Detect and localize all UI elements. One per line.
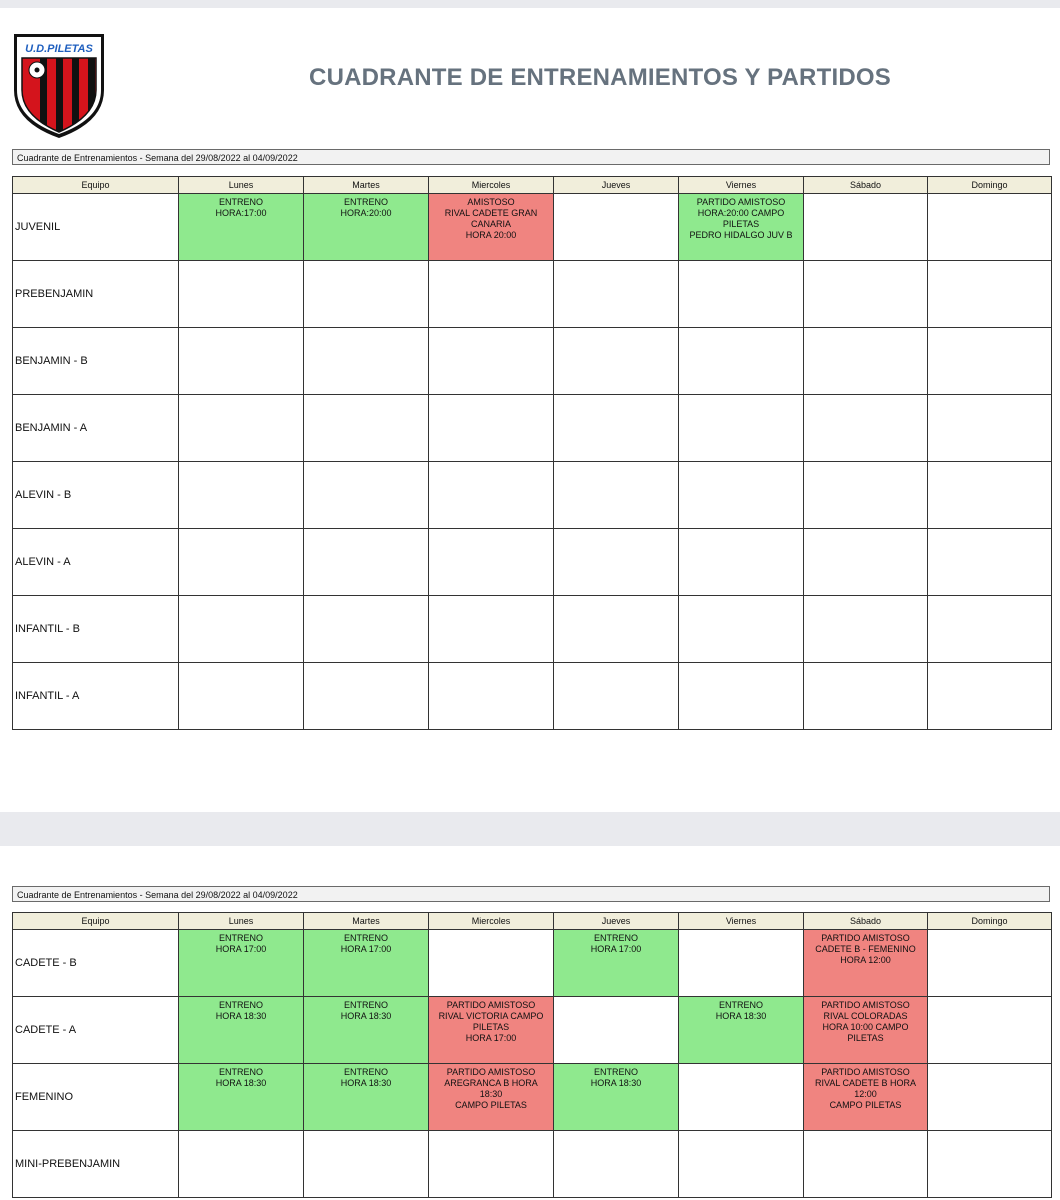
schedule-cell: [179, 328, 304, 395]
schedule-cell: [304, 596, 429, 663]
team-name: INFANTIL - B: [13, 596, 179, 663]
team-name: MINI-PREBENJAMIN: [13, 1131, 179, 1198]
schedule-cell: [554, 663, 679, 730]
schedule-cell: [554, 1064, 679, 1131]
schedule-table: [12, 912, 1052, 1198]
schedule-cell-text: PARTIDO AMISTOSO RIVAL VICTORIA CAMPO PILETAS HORA 17:00: [438, 1000, 544, 1043]
schedule-cell-text: PARTIDO AMISTOSO AREGRANCA B HORA 18:30 CAMPO PILETAS: [444, 1067, 538, 1110]
schedule-cell: [554, 328, 679, 395]
schedule-cell: [304, 328, 429, 395]
column-header: Martes: [304, 913, 429, 930]
schedule-cell: [179, 997, 304, 1064]
schedule-cell: [679, 1131, 804, 1198]
schedule-cell: [804, 261, 928, 328]
schedule-cell: [679, 529, 804, 596]
table-row: [13, 1064, 1052, 1131]
schedule-cell: [679, 596, 804, 663]
schedule-cell: [679, 462, 804, 529]
table-row: [13, 395, 1052, 462]
schedule-cell: [804, 529, 928, 596]
schedule-cell: [429, 328, 554, 395]
schedule-cell-text: PARTIDO AMISTOSO CADETE B - FEMENINO HORA 12:00: [815, 933, 916, 965]
team-name: INFANTIL - A: [13, 663, 179, 730]
schedule-cell: [179, 462, 304, 529]
schedule-cell: [429, 1131, 554, 1198]
table-row: [13, 596, 1052, 663]
table-row: [13, 529, 1052, 596]
schedule-cell-text: PARTIDO AMISTOSO RIVAL CADETE B HORA 12:00 CAMPO PILETAS: [814, 1067, 917, 1110]
page-title: CUADRANTE DE ENTRENAMIENTOS Y PARTIDOS: [309, 64, 891, 91]
schedule-cell: [554, 462, 679, 529]
schedule-cell-text: ENTRENO HORA 18:30: [340, 1067, 392, 1088]
schedule-cell-text: ENTRENO HORA 18:30: [340, 1000, 392, 1021]
schedule-cell: [679, 930, 804, 997]
schedule-cell: [429, 395, 554, 462]
schedule-cell: [804, 328, 928, 395]
column-header: Miercoles: [429, 913, 554, 930]
schedule-cell: [304, 663, 429, 730]
schedule-cell: [179, 529, 304, 596]
schedule-cell: [179, 1131, 304, 1198]
schedule-cell: [304, 1131, 429, 1198]
schedule-cell: [179, 663, 304, 730]
schedule-cell-text: ENTRENO HORA 17:00: [340, 933, 392, 954]
document-page-1: [0, 8, 1060, 812]
schedule-cell: [429, 194, 554, 261]
team-name: ALEVIN - A: [13, 529, 179, 596]
schedule-cell: [804, 596, 928, 663]
schedule-cell: [304, 1064, 429, 1131]
team-name: CADETE - B: [13, 930, 179, 997]
schedule-cell: [304, 930, 429, 997]
schedule-cell: [554, 930, 679, 997]
table-row: [13, 1131, 1052, 1198]
schedule-cell: [679, 997, 804, 1064]
table-row: [13, 261, 1052, 328]
schedule-cell: [804, 194, 928, 261]
week-range-label: Cuadrante de Entrenamientos - Semana del 29/08/2022 al 04/09/2022: [12, 149, 1050, 165]
team-name: BENJAMIN - A: [13, 395, 179, 462]
schedule-cell: [429, 596, 554, 663]
club-crest-logo: [12, 28, 106, 138]
schedule-cell: [928, 462, 1052, 529]
schedule-cell: [554, 1131, 679, 1198]
schedule-cell: [928, 395, 1052, 462]
schedule-cell: [304, 261, 429, 328]
schedule-cell-text: ENTRENO HORA:17:00: [215, 197, 267, 218]
schedule-cell: [928, 596, 1052, 663]
schedule-cell: [554, 997, 679, 1064]
schedule-cell: [179, 596, 304, 663]
schedule-cell: [928, 930, 1052, 997]
schedule-cell: [304, 529, 429, 596]
schedule-cell: [928, 663, 1052, 730]
column-header: Domingo: [928, 177, 1052, 194]
schedule-cell: [429, 930, 554, 997]
schedule-cell: [554, 529, 679, 596]
schedule-cell: [554, 261, 679, 328]
team-name: JUVENIL: [13, 194, 179, 261]
schedule-cell: [679, 663, 804, 730]
table-row: [13, 997, 1052, 1064]
schedule-cell: [804, 462, 928, 529]
schedule-cell: [304, 395, 429, 462]
schedule-cell: [179, 1064, 304, 1131]
column-header: Equipo: [13, 177, 179, 194]
schedule-cell: [804, 1131, 928, 1198]
column-header: Sábado: [804, 177, 928, 194]
schedule-cell: [928, 261, 1052, 328]
schedule-cell: [679, 328, 804, 395]
schedule-cell-text: PARTIDO AMISTOSO RIVAL COLORADAS HORA 10:00 CAMPO PILETAS: [821, 1000, 910, 1043]
schedule-table: [12, 176, 1052, 730]
document-page-2: [0, 846, 1060, 1200]
schedule-cell: [804, 663, 928, 730]
table-row: [13, 462, 1052, 529]
schedule-cell: [804, 395, 928, 462]
column-header: Martes: [304, 177, 429, 194]
table-row: [13, 194, 1052, 261]
schedule-cell: [554, 395, 679, 462]
schedule-cell: [928, 529, 1052, 596]
schedule-cell: [679, 194, 804, 261]
svg-text:U.D.PILETAS: U.D.PILETAS: [25, 43, 93, 55]
schedule-cell: [304, 462, 429, 529]
schedule-cell: [928, 997, 1052, 1064]
table-row: [13, 663, 1052, 730]
schedule-cell-text: ENTRENO HORA 17:00: [590, 933, 642, 954]
schedule-cell: [179, 930, 304, 997]
column-header: Domingo: [928, 913, 1052, 930]
column-header: Equipo: [13, 913, 179, 930]
schedule-cell-text: ENTRENO HORA 17:00: [215, 933, 267, 954]
schedule-cell: [429, 997, 554, 1064]
schedule-cell-text: ENTRENO HORA 18:30: [590, 1067, 642, 1088]
schedule-cell-text: PARTIDO AMISTOSO HORA:20:00 CAMPO PILETAS PEDRO HIDALGO JUV B: [689, 197, 793, 240]
schedule-cell: [429, 529, 554, 596]
schedule-cell: [804, 930, 928, 997]
column-header: Lunes: [179, 913, 304, 930]
schedule-cell: [179, 194, 304, 261]
schedule-cell: [429, 462, 554, 529]
team-name: CADETE - A: [13, 997, 179, 1064]
schedule-cell-text: ENTRENO HORA 18:30: [715, 1000, 767, 1021]
schedule-cell-text: ENTRENO HORA:20:00: [340, 197, 392, 218]
schedule-cell-text: AMISTOSO RIVAL CADETE GRAN CANARIA HORA 20:00: [444, 197, 538, 240]
column-header: Viernes: [679, 177, 804, 194]
schedule-cell-text: ENTRENO HORA 18:30: [215, 1000, 267, 1021]
schedule-cell: [928, 194, 1052, 261]
column-header: Lunes: [179, 177, 304, 194]
schedule-cell: [679, 1064, 804, 1131]
schedule-cell: [804, 997, 928, 1064]
schedule-cell: [179, 395, 304, 462]
schedule-cell: [928, 1131, 1052, 1198]
column-header: Jueves: [554, 913, 679, 930]
column-header: Miercoles: [429, 177, 554, 194]
schedule-cell: [429, 261, 554, 328]
schedule-cell-text: ENTRENO HORA 18:30: [215, 1067, 267, 1088]
week-range-label: Cuadrante de Entrenamientos - Semana del 29/08/2022 al 04/09/2022: [12, 886, 1050, 902]
team-name: FEMENINO: [13, 1064, 179, 1131]
schedule-cell: [554, 596, 679, 663]
schedule-cell: [304, 194, 429, 261]
schedule-cell: [928, 1064, 1052, 1131]
schedule-cell: [304, 997, 429, 1064]
team-name: PREBENJAMIN: [13, 261, 179, 328]
schedule-cell: [679, 395, 804, 462]
column-header: Sábado: [804, 913, 928, 930]
schedule-cell: [804, 1064, 928, 1131]
column-header: Viernes: [679, 913, 804, 930]
schedule-cell: [928, 328, 1052, 395]
table-row: [13, 930, 1052, 997]
team-name: BENJAMIN - B: [13, 328, 179, 395]
table-row: [13, 328, 1052, 395]
schedule-cell: [179, 261, 304, 328]
team-name: ALEVIN - B: [13, 462, 179, 529]
schedule-cell: [679, 261, 804, 328]
schedule-cell: [554, 194, 679, 261]
schedule-cell: [429, 1064, 554, 1131]
schedule-cell: [429, 663, 554, 730]
column-header: Jueves: [554, 177, 679, 194]
